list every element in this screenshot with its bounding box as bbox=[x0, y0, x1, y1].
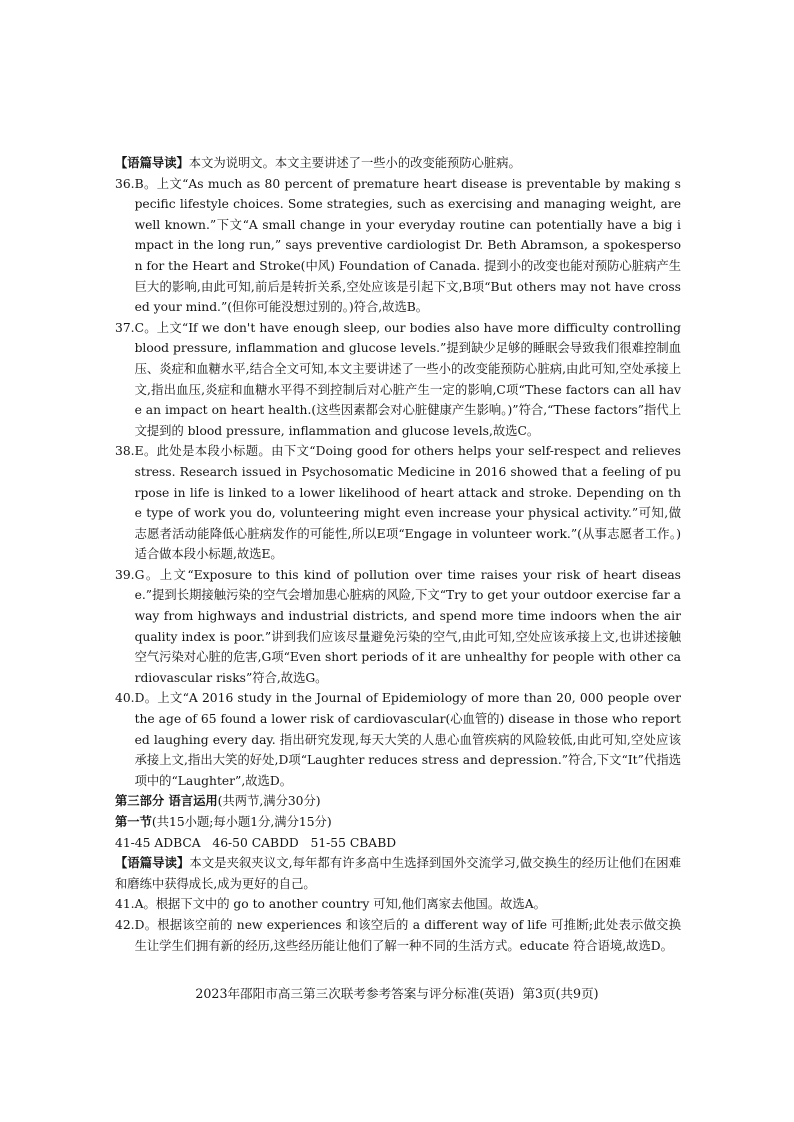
answer-item-37 bbox=[115, 318, 681, 442]
section-heading bbox=[115, 812, 681, 833]
section-note: (共15小题;每小题1分,满分15分) bbox=[151, 815, 332, 829]
item-explanation: D。根据该空前的 new experiences 和该空后的 a different way of life 可推断;此处表示做交换生让学生们拥有新的经历,这些经历能让他们了解一种不同的生活方式。educate 符合语境,故选D。 bbox=[134, 917, 681, 953]
item-explanation: E。此处是本段小标题。由下文“Doing good for others helps your self-respect and relieves stress. Research issued in Psychosomatic Medicine in 2016 showed that a feeling of purpose in life is linked to a lower likelihood of heart attack and stroke. Depending on the type of work you do, volunteering might even increase your physical activity.”可知,做志愿者活动能降低心脏病发作的可能性,所以E项“Engage in volunteer work.”(从事志愿者工作。)适合做本段小标题,故选E。 bbox=[134, 444, 681, 562]
answer-item-38 bbox=[115, 441, 681, 565]
passage-guide-text: 本文为说明文。本文主要讲述了一些小的改变能预防心脏病。 bbox=[188, 156, 521, 170]
section-title: 第一节 bbox=[115, 814, 152, 829]
item-explanation: C。上文“If we don't have enough sleep, our bodies also have more difficulty controlling blood pressure, inflammation and glucose levels.”提到缺少足够的睡眠会导致我们很难控制血压、炎症和血糖水平,结合全文可知,本文主要讲述了一些小的改变能预防心脏病,由此可知,空处承接上文,指出血压,炎症和血糖水平得不到控制后对心脏产生一定的影响,C项“These factors can all have an impact on heart health.(这些因素都会对心脏健康产生影响。)”符合,“These factors”指代上文提到的 blood pressure, inflammation and glucose levels,故选C。 bbox=[134, 320, 681, 438]
answer-item-40 bbox=[115, 688, 681, 791]
part-note: (共两节,满分30分) bbox=[217, 794, 321, 809]
answer-summary: 41-45 ADBCA 46-50 CABDD 51-55 CBABD bbox=[115, 835, 397, 850]
page-footer: 2023年邵阳市高三第三次联考参考答案与评分标准(英语) 第3页(共9页) bbox=[195, 986, 599, 1001]
answer-item-41 bbox=[115, 894, 681, 915]
item-explanation: A。根据下文中的 go to another country 可知,他们离家去他国。故选A。 bbox=[134, 897, 546, 912]
item-number: 36. bbox=[115, 176, 135, 191]
answer-item-39 bbox=[115, 565, 681, 689]
answer-key-content bbox=[115, 153, 681, 956]
item-number: 37. bbox=[115, 320, 135, 335]
item-number: 39. bbox=[115, 567, 135, 582]
passage-guide-tag: 【语篇导读】 bbox=[115, 855, 190, 871]
item-number: 41. bbox=[115, 897, 135, 912]
passage-guide-text: 本文是夹叙夹议文,每年都有许多高中生选择到国外交流学习,做交换生的经历让他们在困难和磨练中获得成长,成为更好的自己。 bbox=[115, 856, 681, 891]
item-number: 38. bbox=[115, 444, 135, 459]
passage-guide-1 bbox=[115, 153, 681, 174]
passage-guide-2 bbox=[115, 853, 681, 894]
item-number: 42. bbox=[115, 917, 135, 932]
answer-item-36 bbox=[115, 174, 681, 318]
item-number: 40. bbox=[115, 691, 135, 706]
part-title: 第三部分 语言运用 bbox=[115, 793, 218, 809]
answer-item-42 bbox=[115, 915, 681, 956]
passage-guide-tag: 【语篇导读】 bbox=[115, 155, 189, 170]
part-heading bbox=[115, 791, 681, 812]
item-explanation: D。上文“A 2016 study in the Journal of Epidemiology of more than 20, 000 people over the age of 65 found a lower risk of cardiovascular(心血管的) disease in those who reported laughing every day. 指出研究发现,每天大笑的人患心血管疾病的风险较低,由此可知,空处应该承接上文,指出大笑的好处,D项“Laughter reduces stress and depression.”符合,下文“It”代指选项中的“Laughter”,故选D。 bbox=[134, 691, 681, 788]
item-explanation: B。上文“As much as 80 percent of premature heart disease is preventable by making specific lifestyle choices. Some strategies, such as exercising and managing weight, are well known.”下文“A small change in your everyday routine can potentially have a big impact in the long run,” says preventive cardiologist Dr. Beth Abramson, a spokesperson for the Heart and Stroke(中风) Foundation of Canada. 提到小的改变也能对预防心脏病产生巨大的影响,由此可知,前后是转折关系,空处应该是引起下文,B项“But others may not have crossed your mind.”(但你可能没想过别的。)符合,故选B。 bbox=[134, 176, 681, 315]
item-explanation: G。上文“Exposure to this kind of pollution over time raises your risk of heart disease.”提到长期接触污染的空气会增加患心脏病的风险,下文“Try to get your outdoor exercise far away from highways and industrial districts, and spend more time indoors when the air quality index is poor.”讲到我们应该尽量避免污染的空气,由此可知,空处应该承接上文,也讲述接触空气污染对心脏的危害,G项“Even short periods of it are unhealthy for people with other cardiovascular risks”符合,故选G。 bbox=[134, 567, 681, 685]
